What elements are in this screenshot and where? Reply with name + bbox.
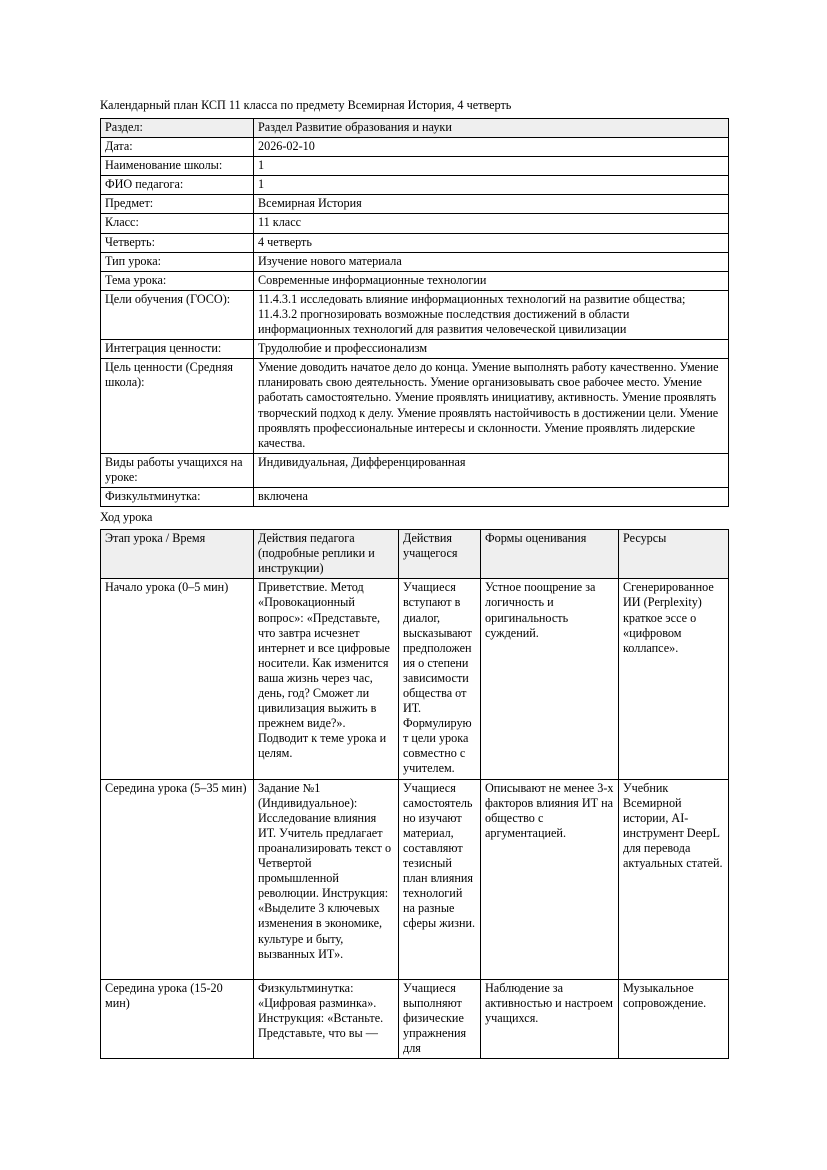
cell-assessment: Устное поощрение за логичность и оригинальность суждений. xyxy=(481,579,619,779)
info-value: Умение доводить начатое дело до конца. Умение выполнять работу качественно. Умение планировать свою деятельность. Умение организовывать свое рабочее место. Умение работать самостоятельно. Умение проявлять инициативу, активность. Умение проявлять творческий подход к делу. Умение проявлять настойчивость в достижении цели. Умение проявлять профессиональные интересы и склонности. Умение проявлять лидерские качества. xyxy=(254,359,729,454)
table-row xyxy=(101,138,729,157)
info-label: Четверть: xyxy=(101,233,254,252)
cell-stage: Середина урока (5–35 мин) xyxy=(101,779,254,979)
table-row xyxy=(101,979,729,1058)
cell-teacher-actions: Физкультминутка: «Цифровая разминка». Инструкция: «Встаньте. Представьте, что вы — xyxy=(254,979,399,1058)
table-row xyxy=(101,195,729,214)
info-label: Физкультминутка: xyxy=(101,487,254,506)
info-value: Современные информационные технологии xyxy=(254,271,729,290)
info-value: 11.4.3.1 исследовать влияние информационных технологий на развитие общества; 11.4.3.2 прогнозировать возможные последствия достижений в области информационных технологий для развития человеческой цивилизации xyxy=(254,290,729,339)
cell-stage: Середина урока (15-20 мин) xyxy=(101,979,254,1058)
cell-resources: Музыкальное сопровождение. xyxy=(619,979,729,1058)
info-label: Тип урока: xyxy=(101,252,254,271)
column-header-assessment: Формы оценивания xyxy=(481,530,619,579)
table-row xyxy=(101,487,729,506)
info-label: ФИО педагога: xyxy=(101,176,254,195)
info-label: Наименование школы: xyxy=(101,157,254,176)
cell-assessment: Описывают не менее 3-х факторов влияния ИТ на общество с аргументацией. xyxy=(481,779,619,979)
info-label: Интеграция ценности: xyxy=(101,340,254,359)
table-row xyxy=(101,157,729,176)
info-value: Индивидуальная, Дифференцированная xyxy=(254,453,729,487)
table-header-row xyxy=(101,530,729,579)
info-value: 1 xyxy=(254,176,729,195)
cell-student-actions: Учащиеся выполняют физические упражнения для xyxy=(399,979,481,1058)
lesson-flow-head xyxy=(101,530,729,579)
info-value: 1 xyxy=(254,157,729,176)
info-label: Класс: xyxy=(101,214,254,233)
cell-student-actions: Учащиеся вступают в диалог, высказывают предположения о степени зависимости общества от ИТ. Формулируют цели урока совместно с учителем. xyxy=(399,579,481,779)
info-value: 4 четверть xyxy=(254,233,729,252)
info-value: 11 класс xyxy=(254,214,729,233)
cell-assessment: Наблюдение за активностью и настроем учащихся. xyxy=(481,979,619,1058)
info-value: Всемирная История xyxy=(254,195,729,214)
info-value: Трудолюбие и профессионализм xyxy=(254,340,729,359)
column-header-resources: Ресурсы xyxy=(619,530,729,579)
page-title: Календарный план КСП 11 класса по предмету Всемирная История, 4 четверть xyxy=(100,98,512,112)
table-row xyxy=(101,453,729,487)
table-row xyxy=(101,271,729,290)
info-label: Раздел: xyxy=(101,119,254,138)
cell-resources: Сгенерированное ИИ (Perplexity) краткое эссе о «цифровом коллапсе». xyxy=(619,579,729,779)
info-label: Цели обучения (ГОСО): xyxy=(101,290,254,339)
lesson-flow-body xyxy=(101,579,729,1059)
table-row xyxy=(101,119,729,138)
table-row xyxy=(101,779,729,979)
table-row xyxy=(101,340,729,359)
section-label-lesson-flow: Ход урока xyxy=(100,510,153,525)
cell-teacher-actions: Приветствие. Метод «Провокационный вопрос»: «Представьте, что завтра исчезнет интернет и все цифровые носители. Как изменится ваша жизнь через час, день, год? Сможет ли цивилизация выжить в прежнем виде?». Подводит к теме урока и целям. xyxy=(254,579,399,779)
lesson-info-body xyxy=(101,119,729,507)
column-header-teacher-actions: Действия педагога (подробные реплики и инструкции) xyxy=(254,530,399,579)
cell-teacher-actions: Задание №1 (Индивидуальное): Исследование влияния ИТ. Учитель предлагает проанализировать текст о Четвертой промышленной революции. Инструкция: «Выделите 3 ключевых изменения в экономике, культуре и быту, вызванных ИТ». xyxy=(254,779,399,979)
column-header-student-actions: Действия учащегося xyxy=(399,530,481,579)
table-row xyxy=(101,252,729,271)
info-label: Тема урока: xyxy=(101,271,254,290)
table-row xyxy=(101,290,729,339)
info-label: Виды работы учащихся на уроке: xyxy=(101,453,254,487)
cell-resources: Учебник Всемирной истории, AI-инструмент DeepL для перевода актуальных статей. xyxy=(619,779,729,979)
column-header-stage: Этап урока / Время xyxy=(101,530,254,579)
cell-student-actions: Учащиеся самостоятельно изучают материал, составляют тезисный план влияния технологий на разные сферы жизни. xyxy=(399,779,481,979)
table-row xyxy=(101,359,729,454)
cell-stage: Начало урока (0–5 мин) xyxy=(101,579,254,779)
table-row xyxy=(101,233,729,252)
info-value: 2026-02-10 xyxy=(254,138,729,157)
info-label: Дата: xyxy=(101,138,254,157)
lesson-info-table xyxy=(100,118,729,507)
table-row xyxy=(101,579,729,779)
info-value: включена xyxy=(254,487,729,506)
info-value: Изучение нового материала xyxy=(254,252,729,271)
table-row xyxy=(101,176,729,195)
info-label: Предмет: xyxy=(101,195,254,214)
info-label: Цель ценности (Средняя школа): xyxy=(101,359,254,454)
lesson-flow-table xyxy=(100,529,729,1059)
info-value: Раздел Развитие образования и науки xyxy=(254,119,729,138)
table-row xyxy=(101,214,729,233)
